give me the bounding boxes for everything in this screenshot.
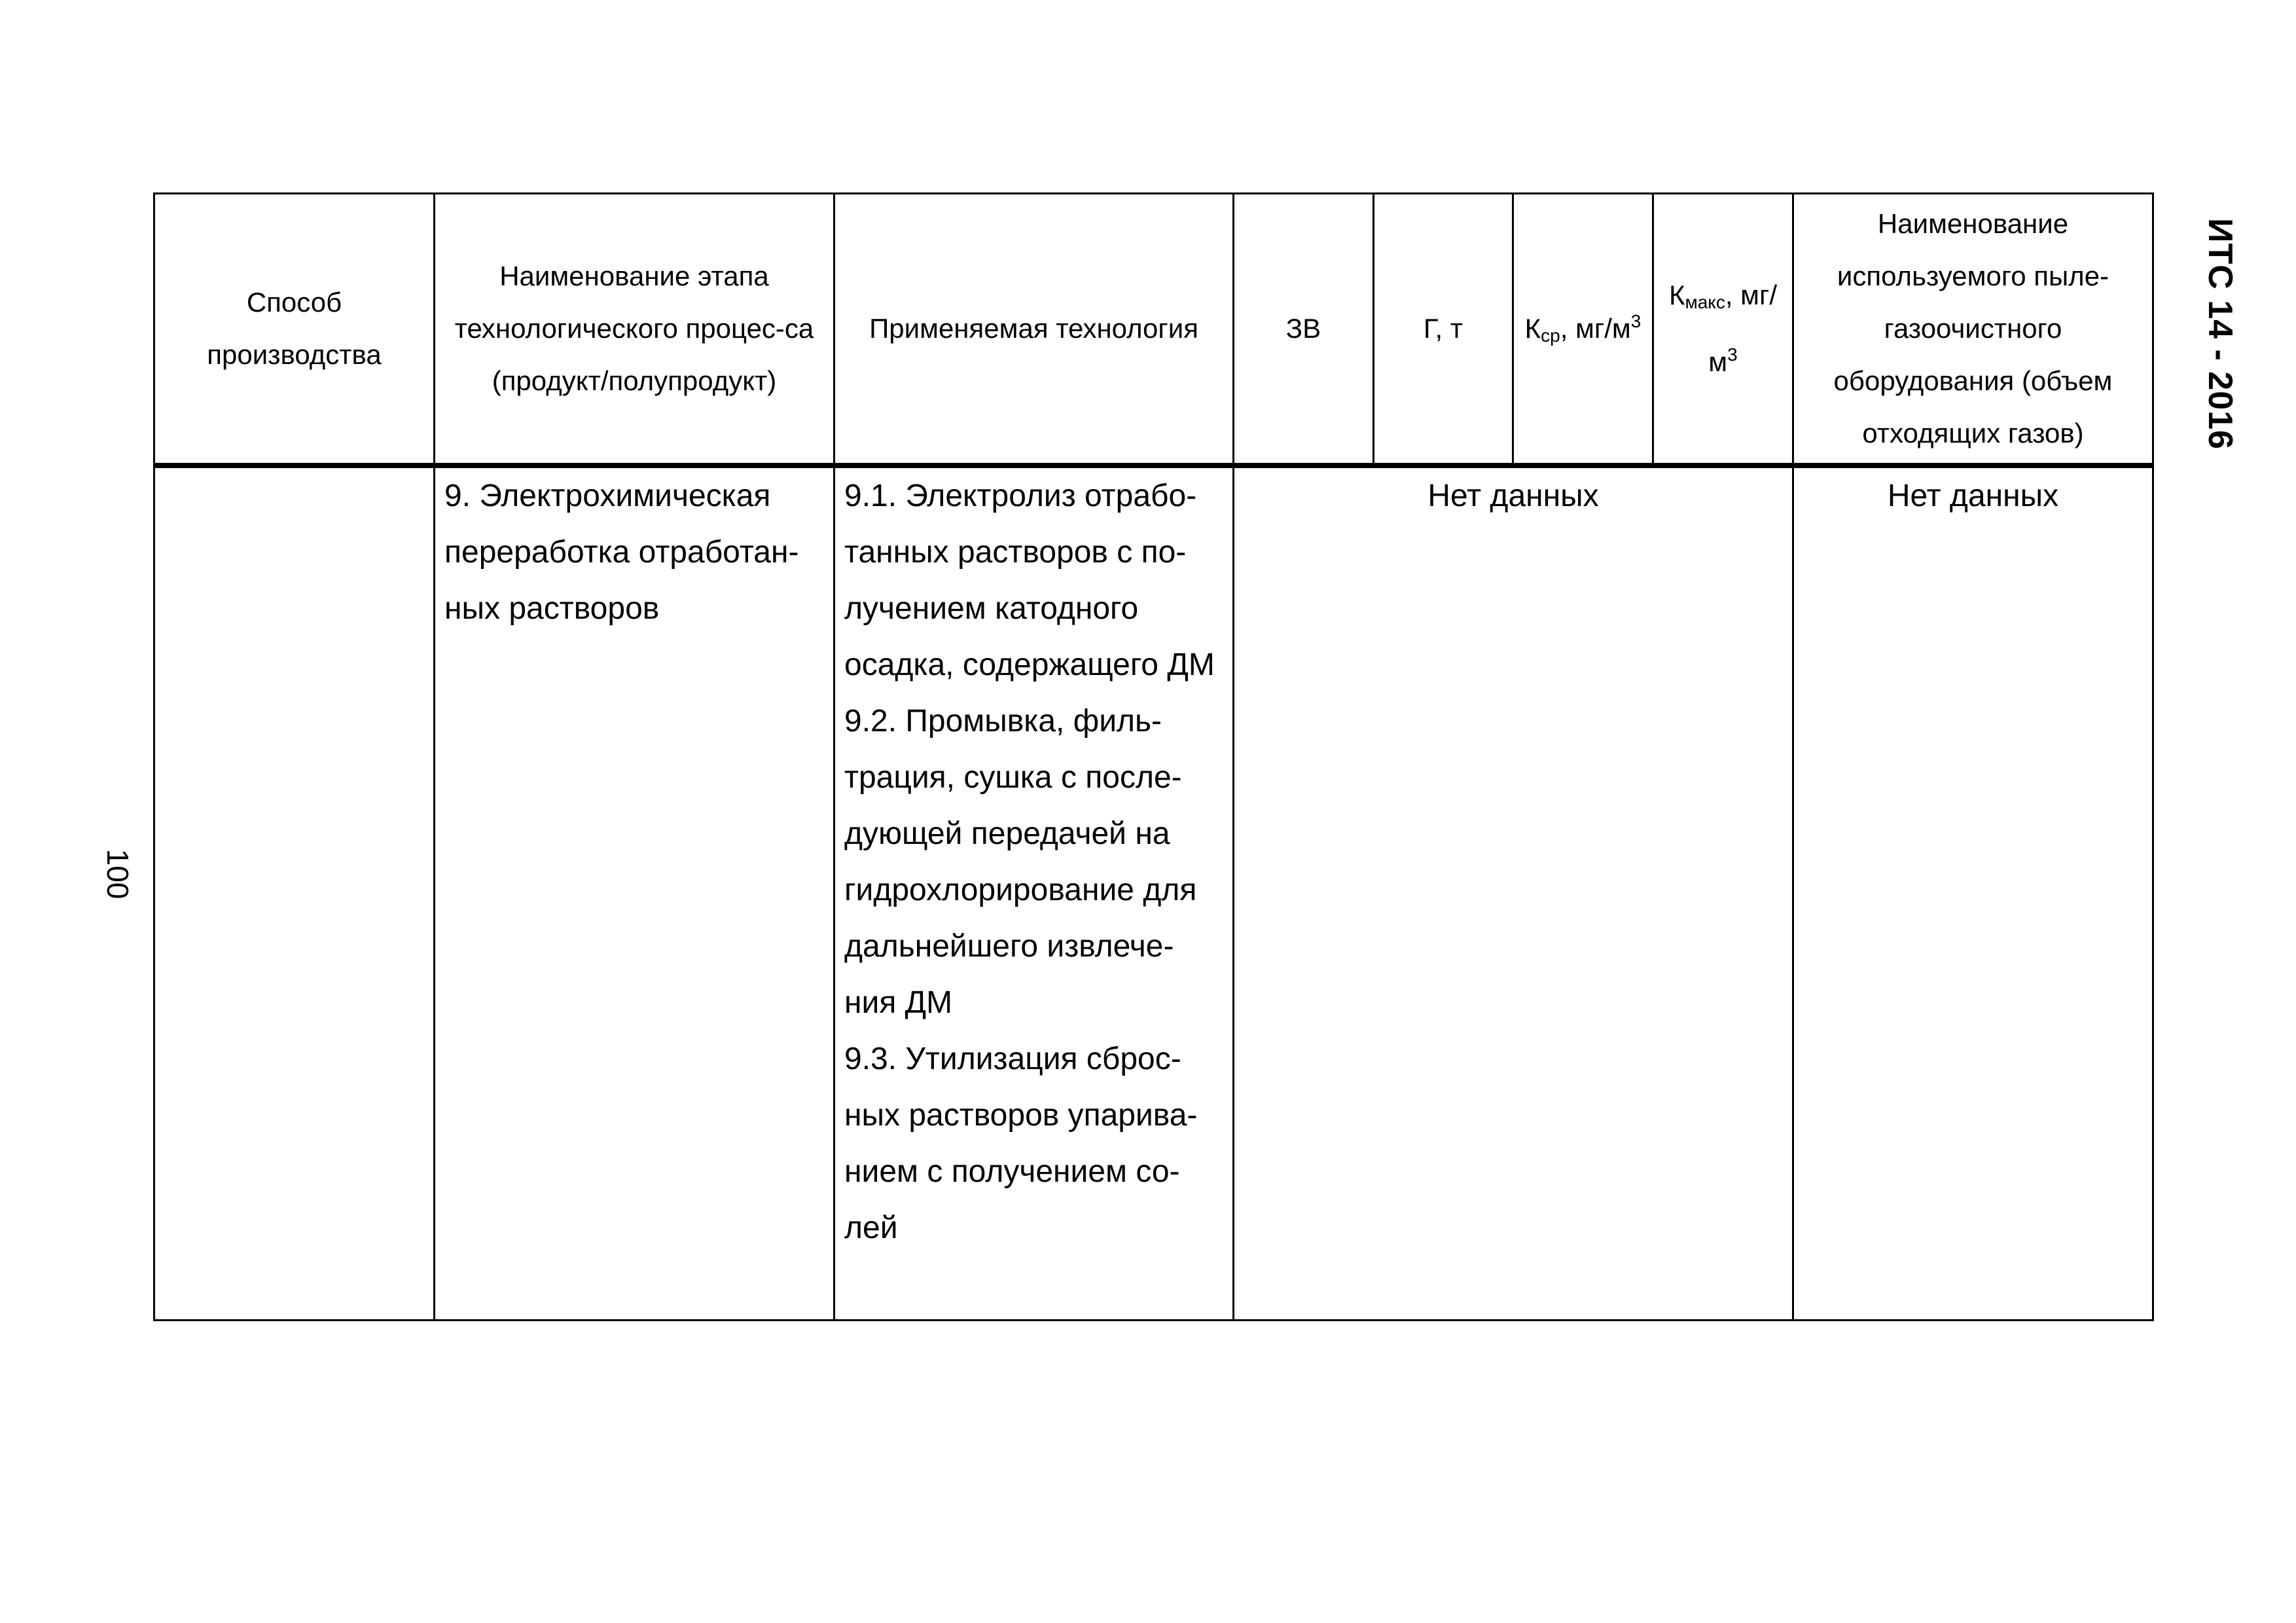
header-production-method: Способ производства: [154, 194, 435, 466]
k-avg-subscript: ср: [1541, 325, 1560, 346]
cell-production-method: [154, 465, 435, 1321]
technology-step-9-3: 9.3. Утилизация сброс-ных растворов упарива-нием с получением со-лей: [844, 1042, 1198, 1245]
header-k-avg: [1513, 194, 1653, 466]
k-avg-symbol: К: [1524, 313, 1541, 344]
emissions-table: [153, 192, 2154, 1321]
page-number: 100: [101, 848, 135, 900]
technology-step-9-1: 9.1. Электролиз отрабо-танных растворов с по-лучением катодного осадка, содержащего ДМ: [844, 479, 1215, 682]
cell-emissions-no-data: Нет данных: [1234, 465, 1793, 1321]
k-max-superscript: 3: [1727, 344, 1738, 365]
cell-process-stage: 9. Электрохимическая переработка отработан-ных растворов: [435, 465, 834, 1321]
header-process-stage: Наименование этапа технологического процес-са (продукт/полупродукт): [435, 194, 834, 466]
header-cleaning-equipment: Наименование используемого пыле-газоочистного оборудования (объем отходящих газов): [1793, 194, 2153, 466]
header-row: [154, 194, 2153, 466]
document-code: ИТС 14 - 2016: [2201, 218, 2239, 450]
header-mass: Г, т: [1374, 194, 1513, 466]
cell-technology: [834, 465, 1234, 1321]
header-k-max: [1653, 194, 1793, 466]
header-pollutant: ЗВ: [1234, 194, 1374, 466]
header-technology: Применяемая технология: [834, 194, 1234, 466]
table-row: [154, 465, 2153, 1321]
k-max-unit: , мг/м: [1708, 280, 1778, 377]
k-max-symbol: К: [1668, 280, 1685, 310]
k-avg-unit: , мг/м: [1560, 313, 1631, 344]
k-max-subscript: макс: [1685, 292, 1725, 312]
cell-equipment-no-data: Нет данных: [1793, 465, 2153, 1321]
k-avg-superscript: 3: [1630, 311, 1641, 331]
technology-step-9-2: 9.2. Промывка, филь-трация, сушка с после-дующей передачей на гидрохлорирование для дальнейшего извлече-ния ДМ: [844, 704, 1197, 1020]
